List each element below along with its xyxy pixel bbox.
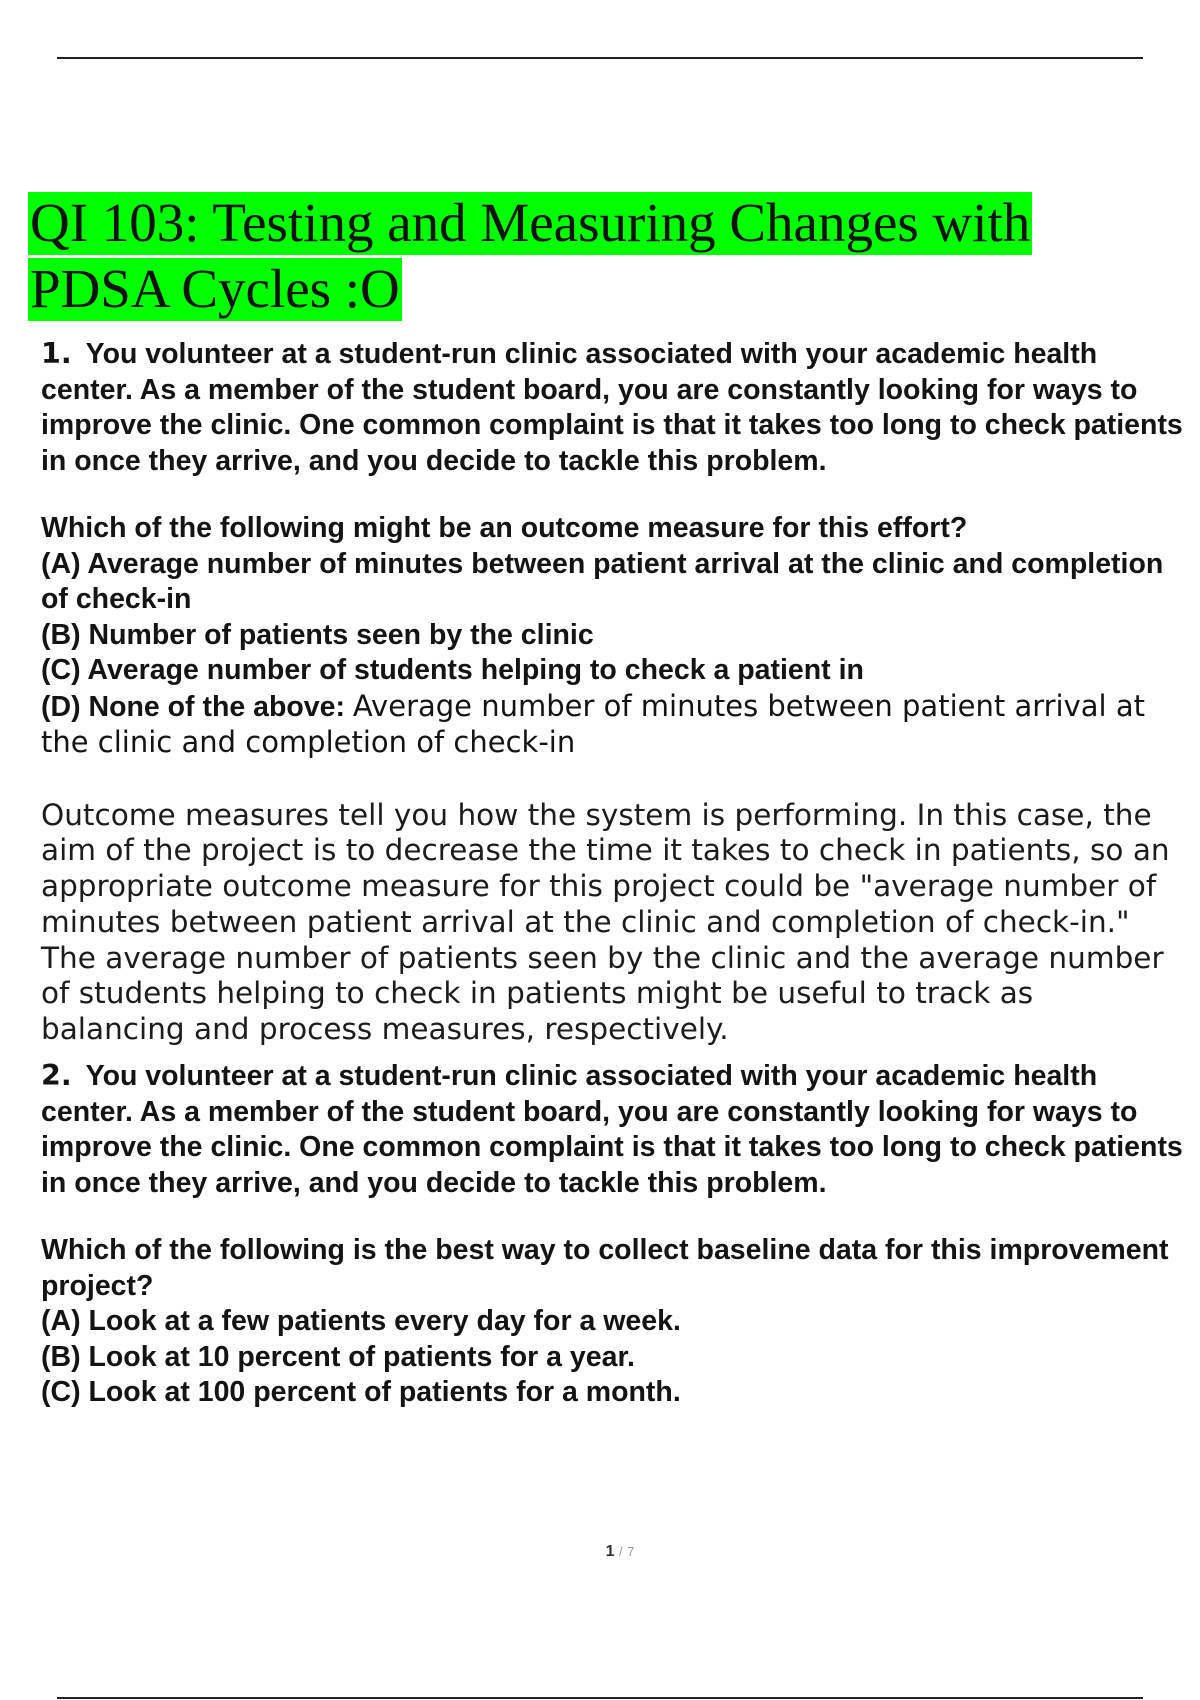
question-1-prompt: Which of the following might be an outcome measure for this effort? [41, 512, 968, 544]
question-2-option-c: (C) Look at 100 percent of patients for a month. [41, 1376, 681, 1409]
question-2-option-b: (B) Look at 10 percent of patients for a year. [41, 1340, 635, 1373]
title-highlight: QI 103: Testing and Measuring Changes with PDSA Cycles :O [30, 192, 1031, 319]
header-rule [57, 57, 1143, 59]
question-1-answer [41, 689, 1186, 762]
question-1-option-b: (B) Number of patients seen by the clinic [41, 618, 594, 651]
document-body [41, 336, 1186, 1411]
question-1-stem [41, 336, 1186, 479]
page-current: 1 [605, 1543, 615, 1560]
question-2-number: 2. [41, 1059, 72, 1093]
question-1-explanation: Outcome measures tell you how the system is performing. In this case, the aim of the project is to decrease the time it takes to check in patients, so an appropriate outcome measure for this project could be "average number of minutes between patient arrival at the clinic and completion of check-in." The average number of patients seen by the clinic and the average number of students helping to check in patients might be useful to track as balancing and process measures, respectively. [41, 797, 1170, 1047]
footer-rule [57, 1697, 1143, 1699]
question-1-option-c: (C) Average number of students helping to check a patient in [41, 654, 864, 686]
question-2-stem [41, 1058, 1186, 1201]
question-1-answer-label: (D) None of the above: [41, 690, 345, 723]
question-2-prompt: Which of the following is the best way to collect baseline data for this improvement project? [41, 1234, 1169, 1302]
question-1-number: 1. [41, 337, 72, 370]
question-2 [41, 1058, 1186, 1411]
question-1-option-a: (A) Average number of minutes between patient arrival at the clinic and completion of check-in [41, 547, 1164, 615]
question-1-stem-text: You volunteer at a student-run clinic associated with your academic health center. As a member of the student board, you are constantly looking for ways to improve the clinic. One common complaint is that it takes too long to check patients in once they arrive, and you decide to tackle this problem. [41, 338, 1183, 477]
question-1 [41, 336, 1186, 762]
page-total: 7 [627, 1544, 635, 1559]
question-2-option-a: (A) Look at a few patients every day for a week. [41, 1305, 681, 1338]
page-indicator [0, 1543, 1200, 1561]
question-2-stem-text: You volunteer at a student-run clinic associated with your academic health center. As a member of the student board, you are constantly looking for ways to improve the clinic. One common complaint is that it takes too long to check patients in once they arrive, and you decide to tackle this problem. [41, 1060, 1183, 1199]
page-separator: / [619, 1544, 623, 1559]
document-title [28, 190, 1128, 322]
question-1-answer-text: Average number of minutes between patient arrival at the clinic and completion of check-in [41, 688, 1145, 759]
